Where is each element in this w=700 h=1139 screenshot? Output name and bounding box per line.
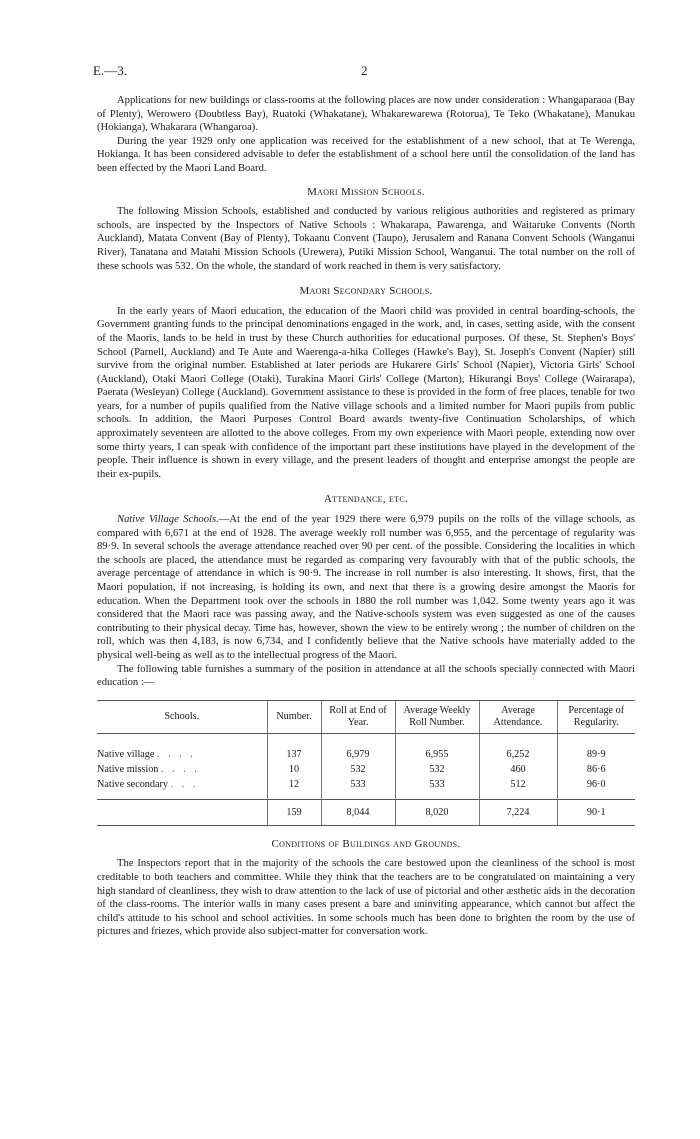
paragraph-new-school-1929: During the year 1929 only one application was received for the establishment of a new school, that at Te Werenga, Hokianga. It has been considered advisable to defer the establishment of a school here until the consolidation of the land has been effected by the Maori Land Board.	[97, 135, 635, 174]
paragraph-secondary-schools: In the early years of Maori education, the education of the Maori child was provided in central boarding-schools, the Government granting funds to the principal denominations engaged in the work, and, in cases, setting aside, with the consent of the Maoris, lands to be held in trust by these Church authorities for educational purposes. Of these, St. Stephen's Boys' School (Parnell, Auckland) and Te Aute and Waerenga-a-hika Colleges (Hawke's Bay), St. Joseph's Convent (Napier) still survive from the original number. Established at later periods are Hukarere Girls' School (Napier), Victoria Girls' School (Auckland), Otaki Maori College (Otaki), Turakina Maori Girls' College (Marton), Hikurangi Boys' College (Wairarapa), Paerata (Wesleyan) College (Auckland). Government assistance to these is provided in the form of free places, tenable for two years, for a number of pupils qualified from the Native village schools and a limited number for Maori pupils from public schools. In addition, the Maori Purposes Control Board awards twenty-five Continuation Scholarships, of which approximately seventeen are allotted to the above colleges. From my own experience with Maori people, extending now over some thirty years, I can speak with confidence of the important part these institutions have played in the development of the people. Their influence is shown in every village, and the present leaders of thought and enterprise amongst the people are their ex-pupils.	[97, 305, 635, 480]
total-weekly-roll: 8,020	[395, 799, 479, 825]
paragraph-mission-schools: The following Mission Schools, established and conducted by various religious authorities and registered as primary schools, are inspected by the Inspectors of Native Schools : Whakarapa, Pawarenga, and Waitaruke Convents (North Auckland), Matata Convent (Bay of Plenty), Tokaanu Convent (Taupo), Jerusalem and Ranana Convent Schools (Wanganui River), Tanatana and Matahi Mission Schools (Urewera), Putiki Mission School, Wanganui. The total number on the roll of these schools was 532. On the whole, the standard of work reached in them is very satisfactory.	[97, 206, 635, 272]
cell-regularity: 89·9	[557, 733, 635, 762]
row-label: Native mission . . . .	[97, 763, 200, 775]
table-row	[97, 762, 635, 777]
attendance-text: —At the end of the year 1929 there were 6,979 pupils on the rolls of the village schools, as compared with 6,671 at the end of 1928. The average weekly roll number was 6,955, and the percentage of regularity was 89·9. In several schools the average attendance reached over 90 per cent. of the possible. Considering the localities in which the schools are placed, the attendance must be regarded as comparing very favourably with that of the public schools, the average percentage of attendance in which is 90·9. The increase in roll number is also interesting. It shows, first, that the Maori population, if not increasing, is holding its own, and next that there is a growing desire amongst the Maoris for education. When the Department took over the schools in 1880 the roll number was 1,042. Some twenty years ago it was considered that the Maori race was passing away, and the Native-schools system was even suggested as one of the causes contributing to their physical decay. Time has, however, shown the view to be entirely wrong ; the number of children on the roll, which was then 4,183, is now 6,734, and I confidently believe that the Native schools have materially added to the physical well-being as well as to the intellectual progress of the Maori.	[97, 514, 635, 661]
page-number: 2	[361, 63, 368, 78]
cell-weekly-roll: 533	[395, 777, 479, 800]
total-attendance: 7,224	[479, 799, 557, 825]
total-roll-end: 8,044	[321, 799, 395, 825]
total-label	[97, 799, 267, 825]
attendance-lead: Native Village Schools.	[117, 514, 219, 526]
heading-mission-schools: Maori Mission Schools.	[307, 185, 425, 198]
paragraph-applications: Applications for new buildings or class-rooms at the following places are now under consideration : Whangaparaoa (Bay of Plenty), Werowero (Doubtless Bay), Ruatoki (Whakatane), Whakarewarewa (Rotorua), Te Teko (Whakatane), Manukau (Hokianga), Whakarara (Whangaroa).	[97, 95, 635, 134]
report-code: E.—3.	[93, 63, 127, 78]
table-total-row	[97, 799, 635, 825]
page-header	[93, 63, 630, 81]
col-header-roll-end: Roll at End of Year.	[321, 700, 395, 733]
cell-roll-end: 533	[321, 777, 395, 800]
paragraph-table-intro: The following table furnishes a summary of the position in attendance at all the schools specially connected with Maori education :—	[97, 663, 635, 689]
cell-attendance: 460	[479, 762, 557, 777]
cell-regularity: 86·6	[557, 762, 635, 777]
col-header-weekly-roll: Average Weekly Roll Number.	[395, 700, 479, 733]
heading-secondary-schools: Maori Secondary Schools.	[299, 285, 433, 298]
row-label: Native secondary . . .	[97, 778, 199, 790]
paragraph-attendance	[97, 513, 635, 663]
cell-number: 10	[267, 762, 321, 777]
cell-regularity: 96·0	[557, 777, 635, 800]
paragraph-buildings: The Inspectors report that in the majority of the schools the care bestowed upon the cleanliness of the school is most creditable to both teachers and committee. While they think that the teachers are to be congratulated on maintaining a very high standard of cleanliness, they wish to draw attention to the lack of use of pictorial and other æsthetic aids in the decoration of the class-rooms. The interior walls in many cases present a bare and uninviting appearance, which cannot but affect the child's attitude to his school and school activities. In some schools much has been done to brighten the room by the use of pictures and friezes, which provide also subject-matter for conversation work.	[97, 858, 635, 938]
total-regularity: 90·1	[557, 799, 635, 825]
cell-attendance: 512	[479, 777, 557, 800]
table-row	[97, 777, 635, 800]
document-body	[97, 94, 635, 939]
table-row	[97, 733, 635, 762]
row-label: Native village . . . .	[97, 748, 196, 760]
cell-attendance: 6,252	[479, 733, 557, 762]
cell-number: 12	[267, 777, 321, 800]
cell-roll-end: 532	[321, 762, 395, 777]
table-header-row	[97, 700, 635, 733]
attendance-summary-table	[97, 700, 635, 826]
col-header-schools: Schools.	[97, 700, 267, 733]
cell-roll-end: 6,979	[321, 733, 395, 762]
col-header-number: Number.	[267, 700, 321, 733]
col-header-regularity: Percentage of Regularity.	[557, 700, 635, 733]
cell-weekly-roll: 6,955	[395, 733, 479, 762]
cell-number: 137	[267, 733, 321, 762]
cell-weekly-roll: 532	[395, 762, 479, 777]
heading-buildings: Conditions of Buildings and Grounds.	[271, 837, 461, 850]
heading-attendance: Attendance, etc.	[323, 493, 409, 506]
col-header-attendance: Average Attendance.	[479, 700, 557, 733]
total-number: 159	[267, 799, 321, 825]
